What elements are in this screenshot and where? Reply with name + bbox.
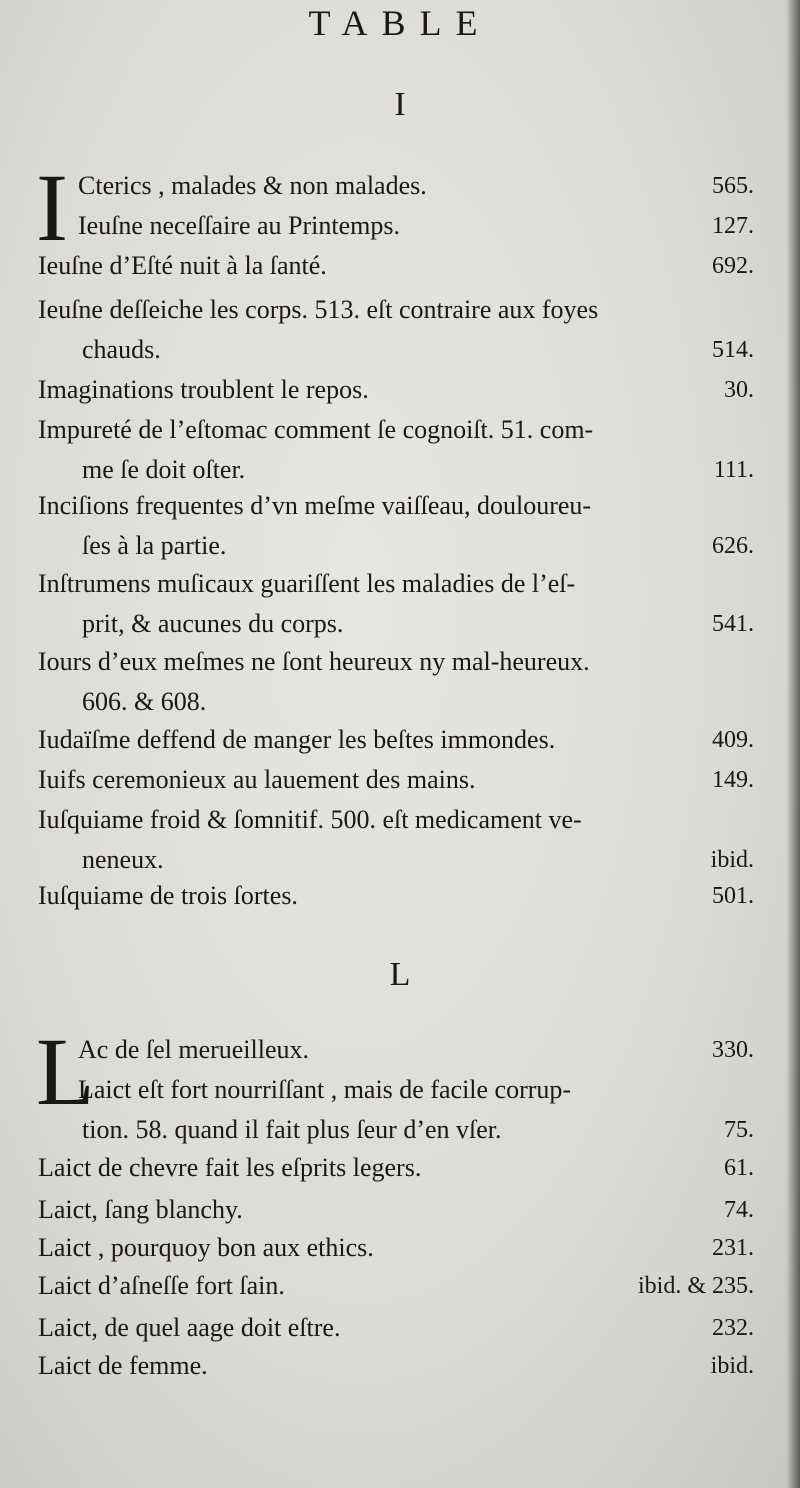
index-entry — [0, 1228, 800, 1268]
drop-cap-i: I — [36, 154, 68, 261]
index-entry — [0, 290, 800, 370]
page-ref: ibid. — [710, 847, 754, 873]
index-entry — [0, 642, 800, 722]
page-ref: 30. — [724, 377, 754, 403]
index-entry — [0, 246, 800, 286]
index-entry — [0, 370, 800, 410]
page-ref: 127. — [712, 213, 754, 239]
entry-text: Inciſions frequentes d’vn meſme vaiſſeau, douloureu- — [38, 491, 592, 520]
entry-text: Iuſquiame de trois ſortes. — [38, 881, 298, 910]
entry-text: Iuifs ceremonieux au lauement des mains. — [38, 765, 476, 794]
page-ref: 501. — [712, 883, 754, 909]
index-entry — [0, 486, 800, 566]
entry-text: Cterics , malades & non malades. — [78, 171, 427, 200]
page-ref: 149. — [712, 767, 754, 793]
entry-text: Laict d’aſneſſe fort ſain. — [38, 1271, 285, 1300]
entry-text: Iudaïſme deffend de manger les beſtes immondes. — [38, 725, 556, 754]
entry-text-continued: chauds. — [82, 335, 161, 364]
entry-text: Laict de chevre fait les eſprits legers. — [38, 1153, 422, 1182]
entry-text-continued: me ſe doit oſter. — [82, 455, 246, 484]
entry-text-continued: prit, & aucunes du corps. — [82, 609, 344, 638]
page-ref: 232. — [712, 1315, 754, 1341]
page-ref: 541. — [712, 611, 754, 637]
entry-text-continued: neneux. — [82, 845, 164, 874]
index-entry — [0, 876, 800, 916]
entry-text: Ieuſne d’Eſté nuit à la ſanté. — [38, 251, 327, 280]
entry-text: Laict de femme. — [38, 1351, 208, 1380]
entry-text-continued: tion. 58. quand il fait plus ſeur d’en vſer. — [82, 1115, 502, 1144]
entry-text: Inſtrumens muſicaux guariſſent les maladies de l’eſ- — [38, 569, 576, 598]
page-ref: ibid. & 235. — [637, 1273, 754, 1299]
page-ref: 61. — [724, 1155, 754, 1181]
page-ref: 409. — [712, 727, 754, 753]
entry-text: Laict, ſang blanchy. — [38, 1195, 243, 1224]
index-entry — [0, 720, 800, 760]
page-ref: ibid. — [710, 1353, 754, 1379]
entry-text: Iuſquiame froid & ſomnitif. 500. eſt medicament ve- — [38, 805, 582, 834]
index-entry — [0, 800, 800, 880]
page-ref: 74. — [724, 1197, 754, 1223]
page-ref: 231. — [712, 1235, 754, 1261]
drop-cap-l: L — [36, 1018, 95, 1125]
page-ref: 514. — [712, 337, 754, 363]
entry-text: Ieuſne neceſſaire au Printemps. — [78, 211, 400, 240]
running-head: TABLE — [308, 3, 492, 43]
entry-text: Imaginations troublent le repos. — [38, 375, 369, 404]
entry-text: Iours d’eux meſmes ne ſont heureux ny mal-heureux. — [38, 647, 590, 676]
index-entry — [0, 1148, 800, 1188]
entry-text: Laict eſt fort nourriſſant , mais de facile corrup- — [78, 1075, 572, 1104]
page-ref: 692. — [712, 253, 754, 279]
index-entry — [0, 410, 800, 490]
entry-text: Laict , pourquoy bon aux ethics. — [38, 1233, 374, 1262]
index-entry — [0, 564, 800, 644]
index-entry — [0, 1070, 800, 1150]
index-entry — [0, 1266, 800, 1306]
section-letter-l: L — [389, 956, 411, 993]
index-entry — [0, 760, 800, 800]
index-entry — [0, 1190, 800, 1230]
entry-text-continued: ſes à la partie. — [82, 531, 227, 560]
section-letter-i: I — [394, 86, 406, 123]
index-entry — [0, 206, 800, 246]
index-entry — [0, 1308, 800, 1348]
index-entry — [0, 166, 800, 206]
page-ref: 330. — [712, 1037, 754, 1063]
page-ref: 626. — [712, 533, 754, 559]
entry-text: Impureté de l’eſtomac comment ſe cognoiſt. 51. com- — [38, 415, 594, 444]
index-entry — [0, 1346, 800, 1386]
entry-text-continued: 606. & 608. — [82, 687, 207, 716]
entry-text: Ieuſne deſſeiche les corps. 513. eſt contraire aux foyes — [38, 295, 599, 324]
page-ref: 565. — [712, 173, 754, 199]
index-entry — [0, 1030, 800, 1070]
page-ref: 75. — [724, 1117, 754, 1143]
entry-text: Laict, de quel aage doit eſtre. — [38, 1313, 341, 1342]
page-ref: 111. — [713, 457, 754, 483]
entry-text: Ac de ſel merueilleux. — [78, 1035, 310, 1064]
